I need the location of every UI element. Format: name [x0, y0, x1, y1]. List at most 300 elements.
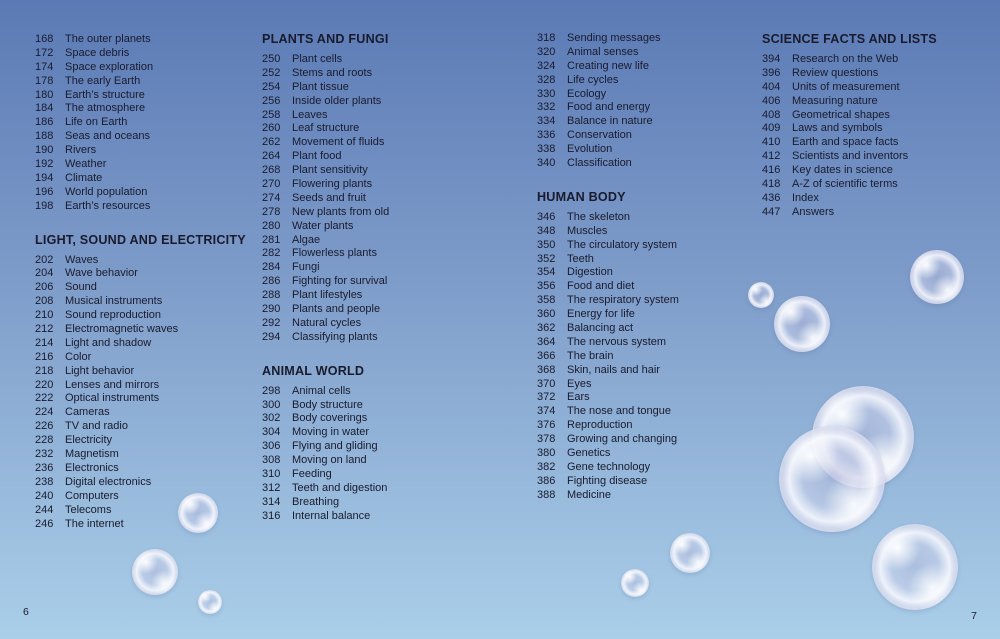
toc-entry: [762, 192, 997, 206]
toc-section: [262, 31, 497, 345]
toc-entry: [35, 476, 270, 490]
toc-entry: [35, 420, 270, 434]
toc-entry: [35, 75, 270, 89]
toc-entry: [537, 391, 772, 405]
toc-entry: [537, 157, 772, 171]
toc-entry-page-number: 222: [35, 392, 54, 405]
toc-entry-page-number: 262: [262, 136, 281, 149]
toc-entry-title: Sending messages: [567, 32, 661, 44]
toc-entry-page-number: 334: [537, 115, 556, 128]
toc-entry-title: Telecoms: [65, 503, 112, 516]
toc-entry-title: The skeleton: [567, 210, 630, 223]
toc-entry-page-number: 348: [537, 224, 556, 237]
toc-entry-title: Creating new life: [567, 59, 649, 72]
toc-entry-title: Units of measurement: [792, 80, 900, 93]
toc-entry: [537, 294, 772, 308]
toc-entry: [262, 317, 497, 331]
toc-entry-page-number: 294: [262, 330, 281, 343]
toc-entry: [262, 67, 497, 81]
toc-entry-page-number: 376: [537, 419, 556, 432]
toc-entry-page-number: 388: [537, 488, 556, 501]
toc-entry-title: Waves: [65, 253, 99, 266]
toc-entry-title: Muscles: [567, 224, 608, 237]
toc-entry-page-number: 314: [262, 495, 281, 508]
toc-entry-title: Classification: [567, 157, 632, 170]
toc-entry-page-number: 350: [537, 238, 556, 251]
toc-entry: [35, 116, 270, 130]
toc-entry-title: Sound: [65, 281, 97, 294]
toc-entry-page-number: 218: [35, 364, 54, 377]
toc-entry-title: Gene technology: [567, 460, 651, 473]
toc-entry-page-number: 302: [262, 412, 281, 425]
toc-entry: [537, 433, 772, 447]
bubble-decoration: [872, 524, 958, 610]
toc-entry-title: Feeding: [292, 468, 332, 481]
toc-entry-title: Medicine: [567, 488, 612, 501]
toc-entry: [262, 261, 497, 275]
toc-entry: [35, 379, 270, 393]
toc-entry: [537, 308, 772, 322]
toc-entry-page-number: 382: [537, 460, 556, 473]
toc-entry-title: Space debris: [65, 46, 130, 59]
toc-entry: [262, 510, 497, 524]
toc-entry-page-number: 447: [762, 205, 781, 218]
toc-entry: [762, 164, 997, 178]
toc-entry: [537, 266, 772, 280]
toc-entry-page-number: 192: [35, 158, 54, 171]
toc-entry-title: Evolution: [567, 143, 613, 156]
toc-entry-page-number: 210: [35, 309, 54, 322]
toc-entry-page-number: 306: [262, 440, 281, 453]
toc-entry-title: The respiratory system: [567, 294, 679, 307]
toc-section: [262, 363, 497, 524]
toc-entry: [35, 267, 270, 281]
toc-entry-title: Water plants: [292, 219, 354, 232]
toc-entry: [262, 496, 497, 510]
toc-entry-title: Electricity: [65, 434, 113, 447]
section-heading: ANIMAL WORLD: [262, 363, 365, 378]
toc-entry-title: TV and radio: [65, 420, 128, 433]
toc-entry: [35, 406, 270, 420]
toc-entry-page-number: 366: [537, 349, 556, 362]
toc-entry-title: Internal balance: [292, 509, 371, 522]
toc-entry-page-number: 282: [262, 247, 281, 260]
toc-entry: [537, 336, 772, 350]
toc-entry: [537, 489, 772, 503]
toc-entry-page-number: 224: [35, 406, 54, 419]
bubble-decoration: [132, 549, 178, 595]
toc-entry-page-number: 196: [35, 185, 54, 198]
toc-entry-page-number: 358: [537, 294, 556, 307]
toc-entry-page-number: 338: [537, 143, 556, 156]
toc-entry: [762, 136, 997, 150]
toc-entry: [262, 468, 497, 482]
toc-entry-title: Fungi: [292, 261, 320, 274]
toc-entry-page-number: 274: [262, 191, 281, 204]
toc-entry-page-number: 406: [762, 94, 781, 107]
toc-entry: [35, 130, 270, 144]
toc-entry-title: Earth’s structure: [65, 88, 145, 101]
toc-entry-title: Genetics: [567, 447, 611, 460]
toc-entry-title: Food and energy: [567, 101, 651, 114]
toc-entry: [35, 337, 270, 351]
toc-entry: [262, 81, 497, 95]
toc-entry-page-number: 244: [35, 503, 54, 516]
toc-entry-title: Index: [792, 191, 819, 204]
toc-entry: [35, 351, 270, 365]
toc-entry: [537, 143, 772, 157]
toc-entry-page-number: 260: [262, 122, 281, 135]
toc-entry-page-number: 286: [262, 275, 281, 288]
toc-entry-page-number: 168: [35, 33, 54, 45]
toc-entry: [537, 129, 772, 143]
toc-entry: [262, 95, 497, 109]
toc-entry-title: Weather: [65, 158, 107, 171]
toc-entry-page-number: 228: [35, 434, 54, 447]
toc-entry-page-number: 328: [537, 73, 556, 86]
toc-entry: [537, 378, 772, 392]
toc-entry: [262, 399, 497, 413]
toc-entry-page-number: 386: [537, 474, 556, 487]
section-heading: HUMAN BODY: [537, 189, 626, 204]
toc-entry-title: Life on Earth: [65, 116, 128, 129]
toc-entry: [537, 46, 772, 60]
toc-entry: [35, 490, 270, 504]
toc-entry: [35, 89, 270, 103]
toc-entry-title: Natural cycles: [292, 316, 362, 329]
toc-entry-title: Digital electronics: [65, 475, 152, 488]
toc-entry-title: Breathing: [292, 495, 340, 508]
toc-entry-title: The nose and tongue: [567, 405, 671, 418]
toc-entry-page-number: 368: [537, 363, 556, 376]
bubble-decoration: [621, 569, 649, 597]
toc-entry: [262, 454, 497, 468]
toc-entry-title: Food and diet: [567, 280, 635, 293]
toc-entry-title: Skin, nails and hair: [567, 363, 660, 376]
toc-entry-title: Fighting for survival: [292, 275, 388, 288]
toc-entry-page-number: 258: [262, 108, 281, 121]
toc-entry-page-number: 346: [537, 210, 556, 223]
toc-entry-page-number: 352: [537, 252, 556, 265]
bubble-decoration: [198, 590, 222, 614]
toc-entry: [262, 234, 497, 248]
toc-entry-title: The outer planets: [65, 33, 151, 45]
toc-entry-title: Wave behavior: [65, 267, 138, 280]
toc-entry-title: Eyes: [567, 377, 592, 390]
toc-entry: [537, 115, 772, 129]
toc-entry-page-number: 264: [262, 150, 281, 163]
toc-entry-page-number: 184: [35, 102, 54, 115]
toc-entry-title: New plants from old: [292, 205, 390, 218]
toc-entry-page-number: 412: [762, 150, 781, 163]
toc-entry-page-number: 252: [262, 66, 281, 79]
toc-entry: [762, 81, 997, 95]
toc-entry: [762, 206, 997, 220]
toc-entry: [35, 144, 270, 158]
toc-entry-title: Growing and changing: [567, 433, 678, 446]
toc-entry-page-number: 220: [35, 378, 54, 391]
toc-entry-page-number: 280: [262, 219, 281, 232]
toc-entry-page-number: 178: [35, 74, 54, 87]
toc-entry: [537, 461, 772, 475]
toc-entry: [537, 350, 772, 364]
toc-entry-title: Electronics: [65, 461, 119, 474]
toc-entry: [262, 275, 497, 289]
toc-entry-page-number: 318: [537, 32, 556, 44]
toc-entry-page-number: 214: [35, 336, 54, 349]
toc-column-3: [537, 32, 772, 503]
toc-entry-title: The internet: [65, 517, 124, 530]
toc-entry-title: Magnetism: [65, 448, 119, 461]
toc-entry-page-number: 238: [35, 475, 54, 488]
toc-entry-title: Seeds and fruit: [292, 191, 366, 204]
toc-entry-page-number: 208: [35, 295, 54, 308]
toc-entry-title: Plants and people: [292, 303, 381, 316]
toc-entry-title: Energy for life: [567, 308, 635, 321]
toc-entry: [262, 331, 497, 345]
toc-entry-page-number: 206: [35, 281, 54, 294]
toc-entry-title: Sound reproduction: [65, 309, 162, 322]
toc-entry-page-number: 250: [262, 53, 281, 65]
toc-entry-title: Computers: [65, 489, 119, 502]
toc-entry-page-number: 354: [537, 266, 556, 279]
toc-entry-title: Optical instruments: [65, 392, 160, 405]
toc-section: [537, 32, 772, 171]
toc-entry: [262, 289, 497, 303]
toc-entry-page-number: 408: [762, 108, 781, 121]
toc-entry-title: Plant cells: [292, 53, 343, 65]
toc-entry: [537, 280, 772, 294]
toc-entry-title: Color: [65, 350, 92, 363]
toc-entry: [537, 322, 772, 336]
toc-entry-page-number: 362: [537, 322, 556, 335]
toc-entry: [262, 192, 497, 206]
toc-entry-page-number: 288: [262, 289, 281, 302]
toc-entry-page-number: 204: [35, 267, 54, 280]
toc-entry-page-number: 409: [762, 122, 781, 135]
toc-entry-title: Plant lifestyles: [292, 289, 363, 302]
toc-section: [762, 31, 997, 220]
toc-entry: [262, 122, 497, 136]
toc-entry-page-number: 236: [35, 461, 54, 474]
toc-entry: [35, 518, 270, 532]
toc-entry-page-number: 268: [262, 164, 281, 177]
toc-entry: [35, 281, 270, 295]
toc-entry-page-number: 298: [262, 384, 281, 397]
toc-entry-title: Balance in nature: [567, 115, 653, 128]
toc-entry: [762, 67, 997, 81]
toc-section: [537, 189, 772, 503]
toc-entry: [35, 186, 270, 200]
toc-entry-title: Ecology: [567, 87, 607, 100]
toc-entry-page-number: 330: [537, 87, 556, 100]
toc-entry-page-number: 270: [262, 178, 281, 191]
toc-entry-page-number: 310: [262, 468, 281, 481]
toc-entry: [762, 178, 997, 192]
toc-entry-title: Seas and oceans: [65, 130, 151, 143]
toc-entry: [35, 200, 270, 214]
toc-entry: [262, 53, 497, 67]
toc-entry-page-number: 436: [762, 191, 781, 204]
toc-entry-page-number: 202: [35, 253, 54, 266]
section-heading: SCIENCE FACTS AND LISTS: [762, 32, 937, 46]
toc-entry: [35, 504, 270, 518]
toc-section: [35, 232, 270, 532]
toc-entry-page-number: 190: [35, 144, 54, 157]
toc-entry-page-number: 226: [35, 420, 54, 433]
toc-entry: [262, 385, 497, 399]
toc-entry-page-number: 332: [537, 101, 556, 114]
toc-entry: [262, 164, 497, 178]
toc-entry-title: Movement of fluids: [292, 136, 385, 149]
toc-entry: [262, 412, 497, 426]
toc-entry: [262, 220, 497, 234]
toc-entry: [35, 102, 270, 116]
toc-entry-title: The atmosphere: [65, 102, 146, 115]
toc-entry-page-number: 418: [762, 178, 781, 191]
toc-entry: [35, 448, 270, 462]
toc-entry-title: Laws and symbols: [792, 122, 883, 135]
toc-entry-page-number: 378: [537, 433, 556, 446]
toc-entry: [35, 462, 270, 476]
toc-entry: [537, 60, 772, 74]
toc-entry: [537, 225, 772, 239]
section-heading: PLANTS AND FUNGI: [262, 32, 389, 46]
toc-entry-title: Classifying plants: [292, 330, 378, 343]
toc-entry: [35, 254, 270, 268]
toc-entry-page-number: 320: [537, 45, 556, 58]
toc-entry-title: Teeth and digestion: [292, 481, 388, 494]
toc-entry-page-number: 212: [35, 323, 54, 336]
toc-entry: [262, 150, 497, 164]
toc-entry-page-number: 380: [537, 447, 556, 460]
bubble-decoration: [670, 533, 710, 573]
toc-entry-title: Geometrical shapes: [792, 108, 890, 121]
toc-entry-page-number: 172: [35, 46, 54, 59]
toc-entry-title: Animal cells: [292, 384, 351, 397]
toc-entry: [537, 253, 772, 267]
toc-entry-title: Electromagnetic waves: [65, 323, 179, 336]
toc-entry-title: Leaves: [292, 108, 328, 121]
toc-entry-title: A-Z of scientific terms: [792, 178, 898, 191]
toc-entry-title: The nervous system: [567, 335, 667, 348]
toc-entry-page-number: 232: [35, 448, 54, 461]
toc-entry: [262, 440, 497, 454]
toc-entry-page-number: 300: [262, 398, 281, 411]
toc-entry-title: Algae: [292, 233, 321, 246]
toc-entry-page-number: 308: [262, 454, 281, 467]
toc-entry: [537, 419, 772, 433]
toc-entry-page-number: 188: [35, 130, 54, 143]
toc-entry-page-number: 198: [35, 199, 54, 212]
toc-entry-title: Measuring nature: [792, 94, 878, 107]
toc-entry-page-number: 312: [262, 481, 281, 494]
toc-entry-title: Earth’s resources: [65, 199, 151, 212]
toc-entry-page-number: 246: [35, 517, 54, 530]
toc-section: [35, 33, 270, 214]
toc-entry-title: Musical instruments: [65, 295, 163, 308]
toc-entry: [262, 303, 497, 317]
toc-entry-page-number: 304: [262, 426, 281, 439]
toc-entry-page-number: 364: [537, 335, 556, 348]
toc-entry-title: Balancing act: [567, 322, 634, 335]
toc-entry-title: Plant tissue: [292, 80, 349, 93]
toc-entry-page-number: 316: [262, 509, 281, 522]
toc-entry-page-number: 240: [35, 489, 54, 502]
toc-entry-title: World population: [65, 185, 148, 198]
toc-entry-page-number: 254: [262, 80, 281, 93]
toc-entry-title: Life cycles: [567, 73, 619, 86]
toc-entry-title: Answers: [792, 205, 835, 218]
toc-entry: [537, 88, 772, 102]
toc-entry-page-number: 186: [35, 116, 54, 129]
toc-entry: [35, 365, 270, 379]
toc-entry-page-number: 396: [762, 66, 781, 79]
toc-entry: [537, 239, 772, 253]
bubble-decoration: [779, 426, 885, 532]
toc-entry-title: Key dates in science: [792, 164, 893, 177]
toc-entry: [762, 109, 997, 123]
bubble-decoration: [774, 296, 830, 352]
toc-entry-page-number: 374: [537, 405, 556, 418]
toc-entry: [762, 53, 997, 67]
toc-entry: [262, 482, 497, 496]
section-heading: LIGHT, SOUND AND ELECTRICITY: [35, 232, 246, 247]
toc-entry: [35, 158, 270, 172]
toc-entry-title: Fighting disease: [567, 474, 648, 487]
toc-entry: [537, 101, 772, 115]
toc-entry-page-number: 410: [762, 136, 781, 149]
toc-entry-title: Animal senses: [567, 45, 639, 58]
toc-entry: [537, 405, 772, 419]
toc-entry: [35, 392, 270, 406]
toc-entry-title: Rivers: [65, 144, 97, 157]
toc-entry: [262, 426, 497, 440]
toc-entry-title: Plant sensitivity: [292, 164, 368, 177]
toc-entry: [35, 33, 270, 47]
toc-entry-page-number: 372: [537, 391, 556, 404]
toc-entry: [35, 47, 270, 61]
toc-entry: [537, 74, 772, 88]
toc-entry-title: Conservation: [567, 129, 632, 142]
toc-entry-page-number: 180: [35, 88, 54, 101]
toc-entry: [537, 32, 772, 46]
toc-entry: [262, 206, 497, 220]
toc-entry-page-number: 356: [537, 280, 556, 293]
toc-column-1: [35, 33, 270, 531]
toc-entry-title: Cameras: [65, 406, 110, 419]
toc-entry-title: Digestion: [567, 266, 613, 279]
toc-entry-title: Body coverings: [292, 412, 368, 425]
toc-entry: [35, 172, 270, 186]
toc-entry-page-number: 324: [537, 59, 556, 72]
toc-entry-page-number: 416: [762, 164, 781, 177]
toc-entry-page-number: 292: [262, 316, 281, 329]
toc-entry: [35, 295, 270, 309]
toc-column-4: [762, 31, 997, 220]
toc-entry-page-number: 370: [537, 377, 556, 390]
toc-entry: [262, 178, 497, 192]
toc-entry-page-number: 256: [262, 94, 281, 107]
toc-entry-page-number: 194: [35, 171, 54, 184]
toc-entry: [537, 211, 772, 225]
toc-entry-title: The circulatory system: [567, 238, 678, 251]
bubble-decoration: [910, 250, 964, 304]
toc-entry-page-number: 404: [762, 80, 781, 93]
toc-entry-title: Teeth: [567, 252, 594, 265]
toc-entry: [35, 434, 270, 448]
toc-entry-page-number: 360: [537, 308, 556, 321]
